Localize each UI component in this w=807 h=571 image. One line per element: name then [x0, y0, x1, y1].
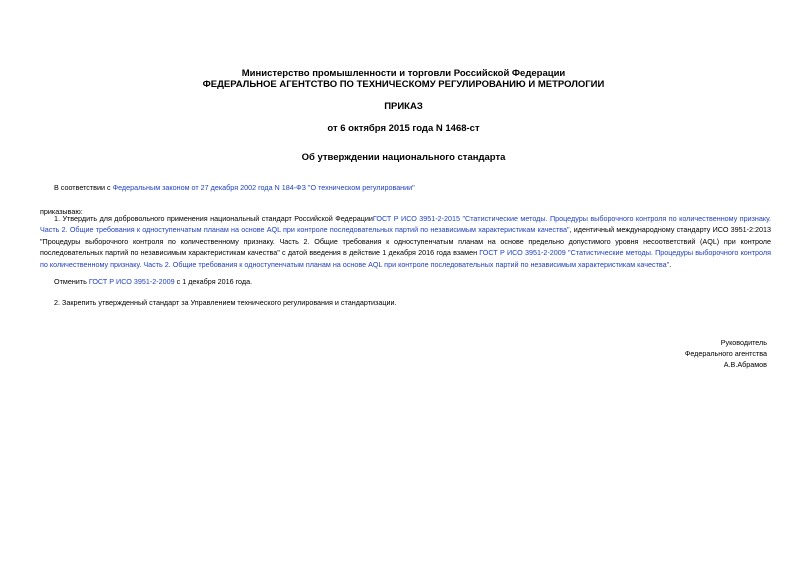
order-word: приказываю:	[40, 207, 83, 216]
cancel-prefix: Отменить	[54, 277, 89, 286]
standard-2015-link[interactable]: ГОСТ Р ИСО 3951-2-2015 "Статистические методы. Процедуры выборочного контроля по количественному признаку. Часть 2. Общие требования к одноступенчатым планам на основе AQL при контроле последовательных партий по независимым характеристикам качества"	[40, 214, 771, 235]
signature-name: А.В.Абрамов	[723, 360, 767, 369]
cancel-paragraph	[40, 276, 771, 287]
signature-position: Руководитель	[720, 338, 767, 347]
basis-prefix: В соответствии с	[54, 183, 113, 192]
item-1-paragraph	[40, 213, 771, 270]
item-1-middle: , идентичный международному стандарту ИСО 3951-2:2013 "Процедуры выборочного контроля по количественному признаку. Часть 2. Общие требования к одноступенчатым планам на основе предельно допустимого уровня несоответствий (AQL) при контроле последовательных партий по независимым характеристикам качества" с датой введения в действие 1 декабря 2016 года взамен	[40, 225, 771, 258]
ministry-name: Министерство промышленности и торговли Российской Федерации	[241, 68, 566, 79]
agency-name: ФЕДЕРАЛЬНОЕ АГЕНТСТВО ПО ТЕХНИЧЕСКОМУ РЕГУЛИРОВАНИЮ И МЕТРОЛОГИИ	[202, 79, 605, 90]
item-1-suffix: .	[669, 259, 672, 269]
item-1-prefix: 1. Утвердить для добровольного применения национальный стандарт Российской Федерации	[54, 214, 373, 223]
signature-organization: Федерального агентства	[684, 349, 767, 358]
document-type: ПРИКАЗ	[384, 101, 423, 112]
item-2-paragraph: 2. Закрепить утвержденный стандарт за Управлением технического регулирования и стандартизации.	[54, 298, 397, 307]
basis-paragraph	[40, 182, 771, 193]
federal-law-link[interactable]: Федеральным законом от 27 декабря 2002 года N 184-ФЗ "О техническом регулировании"	[112, 183, 415, 192]
cancel-suffix: с 1 декабря 2016 года.	[174, 277, 253, 286]
cancelled-standard-link[interactable]: ГОСТ Р ИСО 3951-2-2009	[88, 277, 175, 286]
standard-2009-link[interactable]: ГОСТ Р ИСО 3951-2-2009 "Статистические методы. Процедуры выборочного контроля по количественному признаку. Часть 2. Общие требования к одноступенчатым планам на основе AQL при контроле последовательных партий по независимым характеристикам качества"	[40, 248, 771, 269]
document-date-number: от 6 октября 2015 года N 1468-ст	[327, 123, 480, 134]
document-title: Об утверждении национального стандарта	[301, 152, 506, 163]
